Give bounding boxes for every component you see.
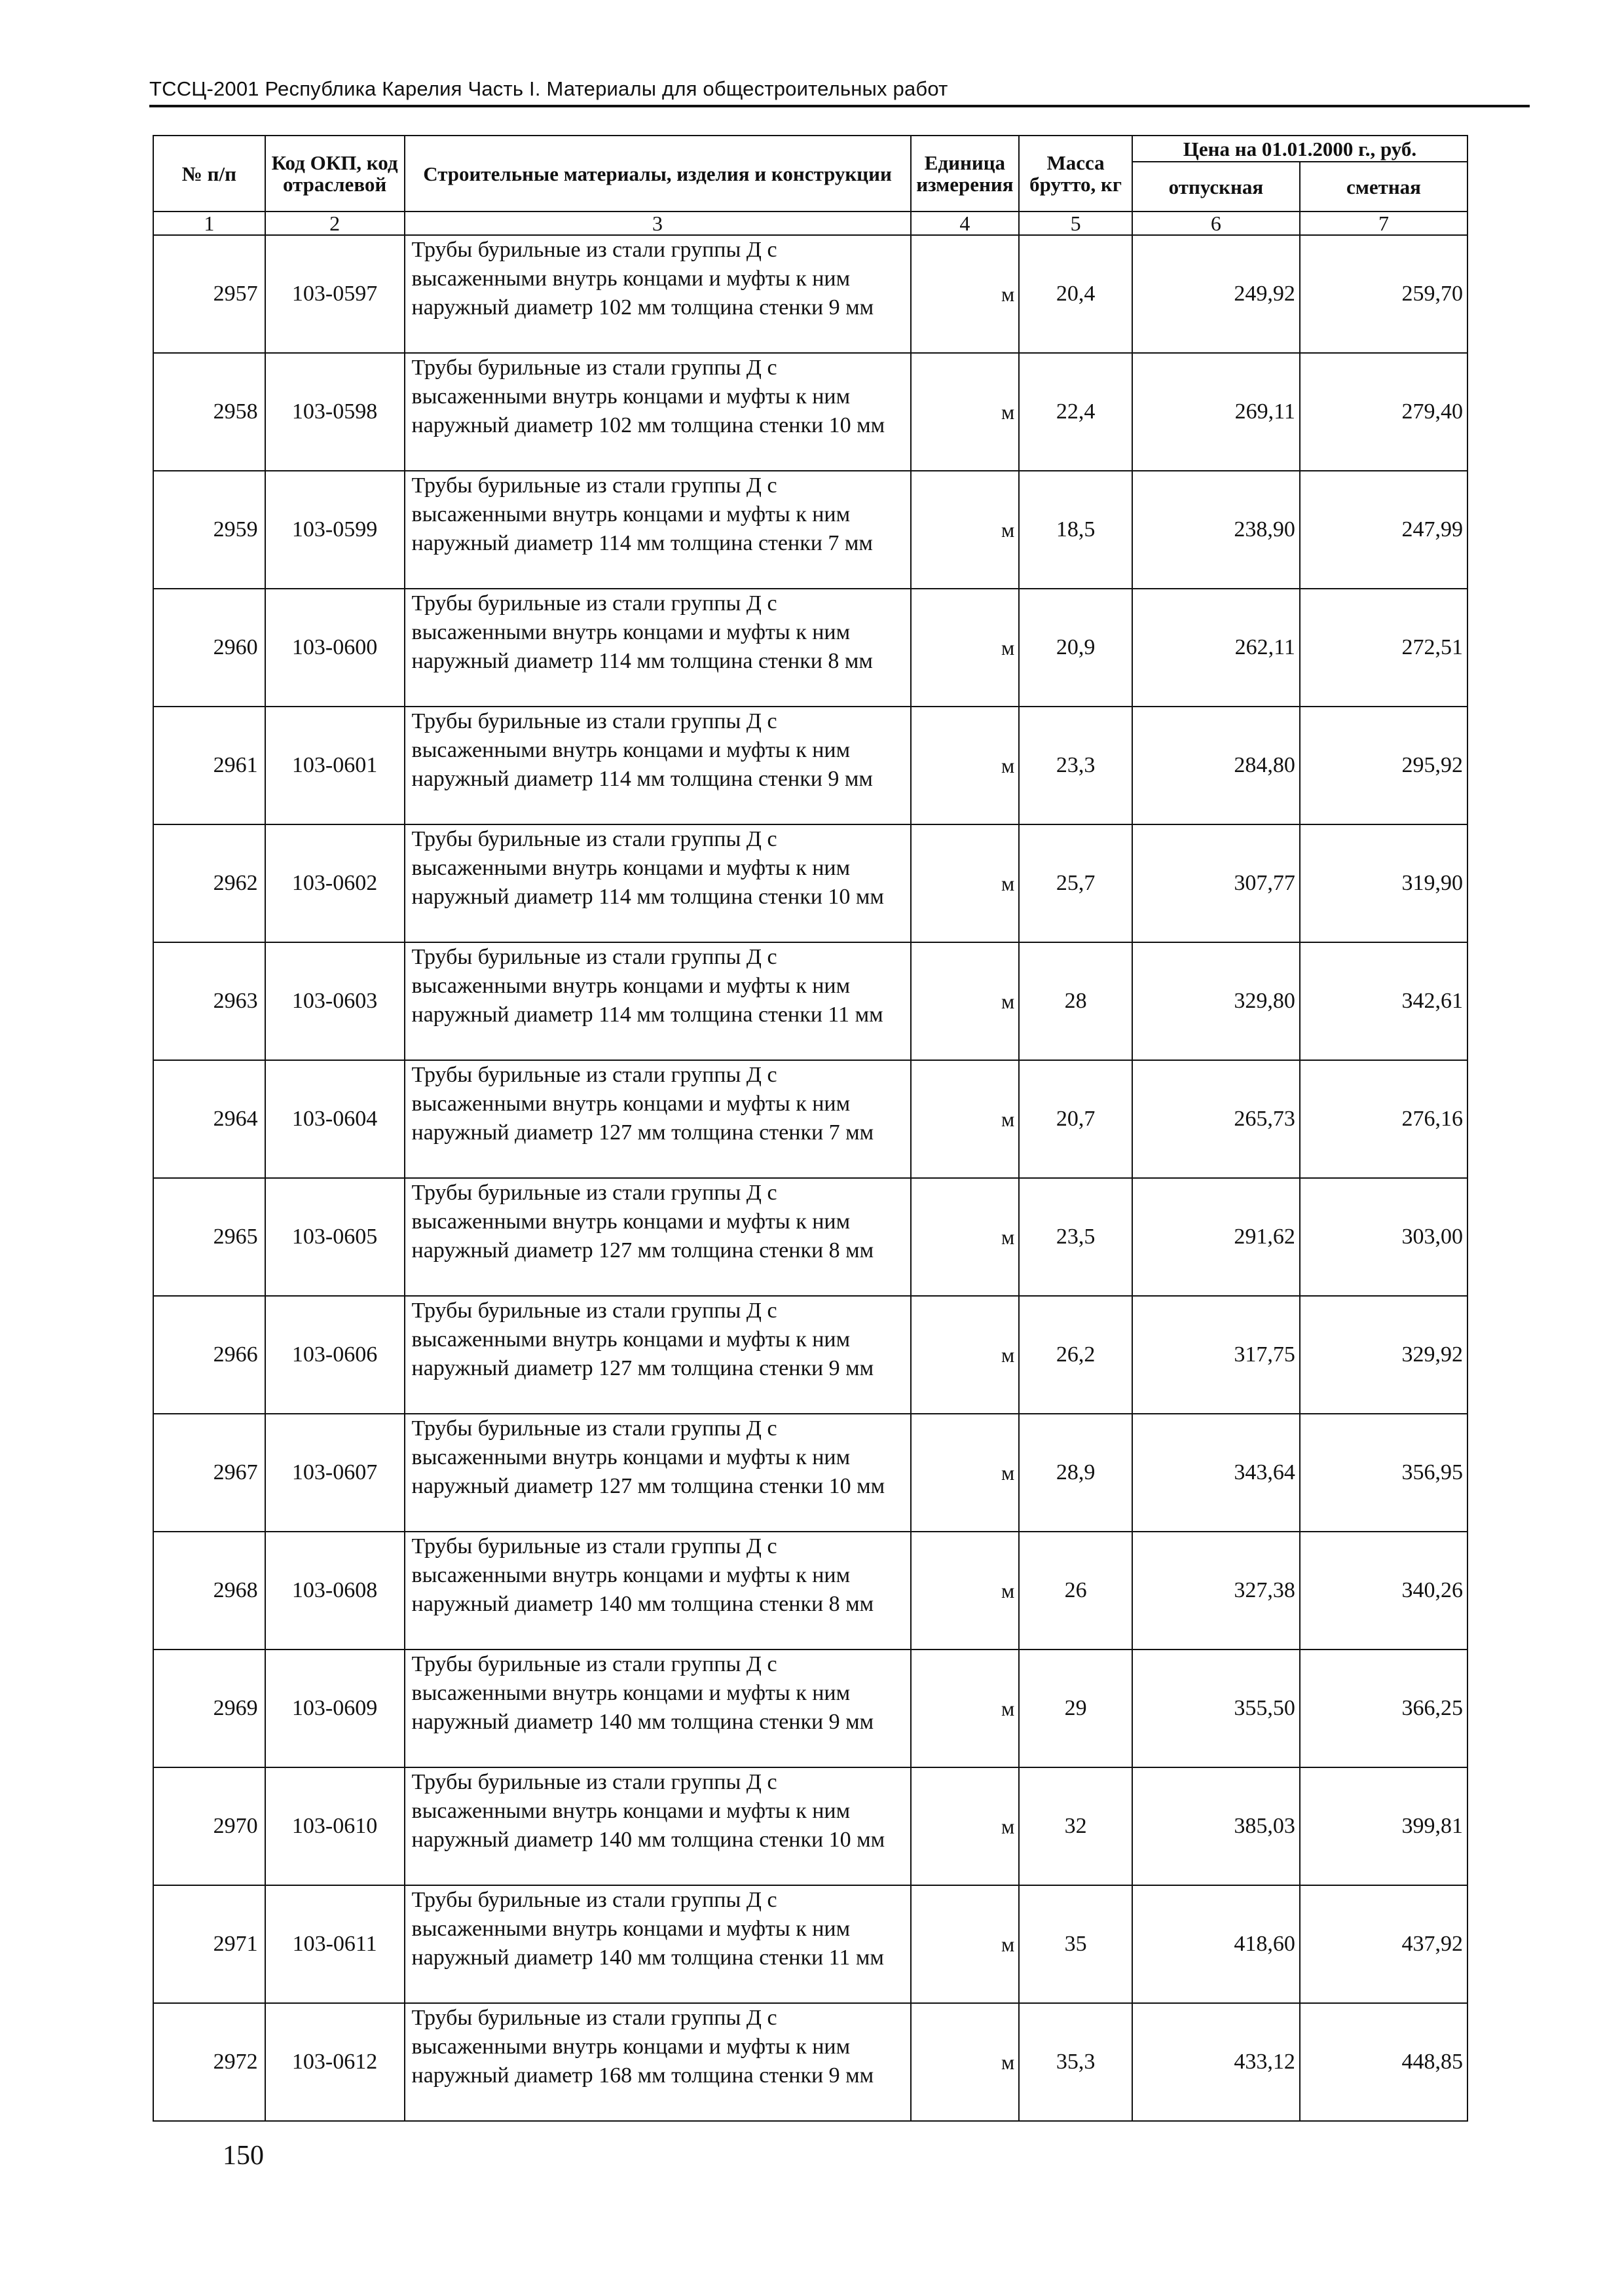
row-price-estimate: 295,92: [1300, 707, 1467, 824]
row-description: Трубы бурильные из стали группы Д с высаженными внутрь концами и муфты к ним наружный диаметр 114 мм толщина стенки 7 мм: [405, 471, 911, 589]
table-row: [153, 1885, 1467, 2003]
row-price-estimate: 272,51: [1300, 589, 1467, 707]
table-row: [153, 235, 1467, 353]
header-name: Строительные материалы, изделия и конструкции: [405, 136, 911, 212]
row-unit: м: [911, 471, 1020, 589]
row-number: 2970: [153, 1767, 265, 1885]
row-number: 2961: [153, 707, 265, 824]
page-number: 150: [223, 2141, 264, 2171]
row-description: Трубы бурильные из стали группы Д с высаженными внутрь концами и муфты к ним наружный диаметр 127 мм толщина стенки 8 мм: [405, 1178, 911, 1296]
table-row: [153, 942, 1467, 1060]
header-divider: [149, 105, 1530, 107]
row-unit: м: [911, 1296, 1020, 1414]
header-price-release: отпускная: [1132, 162, 1300, 212]
row-price-estimate: 319,90: [1300, 824, 1467, 942]
table-row: [153, 1060, 1467, 1178]
row-mass: 25,7: [1019, 824, 1132, 942]
row-code: 103-0603: [265, 942, 405, 1060]
row-description: Трубы бурильные из стали группы Д с высаженными внутрь концами и муфты к ним наружный диаметр 140 мм толщина стенки 9 мм: [405, 1650, 911, 1767]
row-number: 2968: [153, 1532, 265, 1650]
row-description: Трубы бурильные из стали группы Д с высаженными внутрь концами и муфты к ним наружный диаметр 114 мм толщина стенки 8 мм: [405, 589, 911, 707]
table-row: [153, 1650, 1467, 1767]
header-unit: Единица измерения: [911, 136, 1020, 212]
row-number: 2957: [153, 235, 265, 353]
column-number: 4: [911, 212, 1020, 235]
table-row: [153, 353, 1467, 471]
row-description: Трубы бурильные из стали группы Д с высаженными внутрь концами и муфты к ним наружный диаметр 140 мм толщина стенки 11 мм: [405, 1885, 911, 2003]
row-code: 103-0612: [265, 2003, 405, 2121]
row-description: Трубы бурильные из стали группы Д с высаженными внутрь концами и муфты к ним наружный диаметр 114 мм толщина стенки 10 мм: [405, 824, 911, 942]
row-number: 2967: [153, 1414, 265, 1532]
row-unit: м: [911, 1178, 1020, 1296]
row-price-release: 307,77: [1132, 824, 1300, 942]
row-unit: м: [911, 1767, 1020, 1885]
table-row: [153, 2003, 1467, 2121]
row-price-estimate: 329,92: [1300, 1296, 1467, 1414]
row-mass: 23,5: [1019, 1178, 1132, 1296]
row-mass: 35: [1019, 1885, 1132, 2003]
row-price-release: 265,73: [1132, 1060, 1300, 1178]
row-mass: 28,9: [1019, 1414, 1132, 1532]
row-price-estimate: 276,16: [1300, 1060, 1467, 1178]
row-price-release: 284,80: [1132, 707, 1300, 824]
row-price-estimate: 259,70: [1300, 235, 1467, 353]
row-description: Трубы бурильные из стали группы Д с высаженными внутрь концами и муфты к ним наружный диаметр 168 мм толщина стенки 9 мм: [405, 2003, 911, 2121]
row-description: Трубы бурильные из стали группы Д с высаженными внутрь концами и муфты к ним наружный диаметр 102 мм толщина стенки 9 мм: [405, 235, 911, 353]
row-mass: 29: [1019, 1650, 1132, 1767]
row-unit: м: [911, 1650, 1020, 1767]
column-number: 7: [1300, 212, 1467, 235]
row-mass: 28: [1019, 942, 1132, 1060]
row-description: Трубы бурильные из стали группы Д с высаженными внутрь концами и муфты к ним наружный диаметр 127 мм толщина стенки 7 мм: [405, 1060, 911, 1178]
header-no: № п/п: [153, 136, 265, 212]
row-number: 2972: [153, 2003, 265, 2121]
row-price-estimate: 448,85: [1300, 2003, 1467, 2121]
row-code: 103-0599: [265, 471, 405, 589]
row-number: 2958: [153, 353, 265, 471]
row-description: Трубы бурильные из стали группы Д с высаженными внутрь концами и муфты к ним наружный диаметр 127 мм толщина стенки 9 мм: [405, 1296, 911, 1414]
row-mass: 18,5: [1019, 471, 1132, 589]
header-code: Код ОКП, код отраслевой: [265, 136, 405, 212]
header-price-estimate: сметная: [1300, 162, 1467, 212]
row-code: 103-0606: [265, 1296, 405, 1414]
row-price-release: 249,92: [1132, 235, 1300, 353]
column-number: 5: [1019, 212, 1132, 235]
row-code: 103-0600: [265, 589, 405, 707]
row-code: 103-0608: [265, 1532, 405, 1650]
row-price-estimate: 340,26: [1300, 1532, 1467, 1650]
row-mass: 23,3: [1019, 707, 1132, 824]
row-price-release: 418,60: [1132, 1885, 1300, 2003]
row-number: 2971: [153, 1885, 265, 2003]
row-number: 2959: [153, 471, 265, 589]
row-code: 103-0605: [265, 1178, 405, 1296]
row-mass: 20,9: [1019, 589, 1132, 707]
row-description: Трубы бурильные из стали группы Д с высаженными внутрь концами и муфты к ним наружный диаметр 114 мм толщина стенки 11 мм: [405, 942, 911, 1060]
row-price-estimate: 247,99: [1300, 471, 1467, 589]
row-price-release: 433,12: [1132, 2003, 1300, 2121]
table-row: [153, 1767, 1467, 1885]
row-code: 103-0609: [265, 1650, 405, 1767]
row-number: 2965: [153, 1178, 265, 1296]
column-number: 6: [1132, 212, 1300, 235]
column-number: 2: [265, 212, 405, 235]
row-code: 103-0604: [265, 1060, 405, 1178]
row-price-release: 291,62: [1132, 1178, 1300, 1296]
row-price-release: 262,11: [1132, 589, 1300, 707]
row-number: 2964: [153, 1060, 265, 1178]
table-row: [153, 707, 1467, 824]
row-unit: м: [911, 2003, 1020, 2121]
row-code: 103-0597: [265, 235, 405, 353]
header-mass: Масса брутто, кг: [1019, 136, 1132, 212]
row-unit: м: [911, 235, 1020, 353]
row-mass: 20,7: [1019, 1060, 1132, 1178]
row-mass: 26,2: [1019, 1296, 1132, 1414]
row-price-release: 355,50: [1132, 1650, 1300, 1767]
row-price-estimate: 279,40: [1300, 353, 1467, 471]
table-row: [153, 471, 1467, 589]
row-description: Трубы бурильные из стали группы Д с высаженными внутрь концами и муфты к ним наружный диаметр 140 мм толщина стенки 10 мм: [405, 1767, 911, 1885]
row-unit: м: [911, 589, 1020, 707]
row-unit: м: [911, 1532, 1020, 1650]
row-unit: м: [911, 1414, 1020, 1532]
row-price-release: 343,64: [1132, 1414, 1300, 1532]
row-price-estimate: 303,00: [1300, 1178, 1467, 1296]
row-description: Трубы бурильные из стали группы Д с высаженными внутрь концами и муфты к ним наружный диаметр 114 мм толщина стенки 9 мм: [405, 707, 911, 824]
table-row: [153, 1532, 1467, 1650]
row-number: 2963: [153, 942, 265, 1060]
row-mass: 35,3: [1019, 2003, 1132, 2121]
column-number-row: [153, 212, 1467, 235]
row-price-release: 269,11: [1132, 353, 1300, 471]
row-unit: м: [911, 942, 1020, 1060]
row-price-estimate: 342,61: [1300, 942, 1467, 1060]
row-price-release: 327,38: [1132, 1532, 1300, 1650]
table-row: [153, 589, 1467, 707]
row-price-estimate: 437,92: [1300, 1885, 1467, 2003]
row-code: 103-0602: [265, 824, 405, 942]
row-description: Трубы бурильные из стали группы Д с высаженными внутрь концами и муфты к ним наружный диаметр 102 мм толщина стенки 10 мм: [405, 353, 911, 471]
materials-table: [153, 135, 1468, 2122]
row-description: Трубы бурильные из стали группы Д с высаженными внутрь концами и муфты к ним наружный диаметр 140 мм толщина стенки 8 мм: [405, 1532, 911, 1650]
document-header: ТССЦ-2001 Республика Карелия Часть I. Материалы для общестроительных работ: [149, 77, 948, 100]
row-price-estimate: 366,25: [1300, 1650, 1467, 1767]
row-price-release: 329,80: [1132, 942, 1300, 1060]
row-unit: м: [911, 707, 1020, 824]
row-unit: м: [911, 353, 1020, 471]
row-number: 2966: [153, 1296, 265, 1414]
row-mass: 20,4: [1019, 235, 1132, 353]
row-unit: м: [911, 1885, 1020, 2003]
row-number: 2962: [153, 824, 265, 942]
row-code: 103-0611: [265, 1885, 405, 2003]
row-unit: м: [911, 1060, 1020, 1178]
row-number: 2969: [153, 1650, 265, 1767]
table-row: [153, 1296, 1467, 1414]
row-price-release: 317,75: [1132, 1296, 1300, 1414]
row-price-release: 238,90: [1132, 471, 1300, 589]
table-row: [153, 1414, 1467, 1532]
table-row: [153, 824, 1467, 942]
row-code: 103-0598: [265, 353, 405, 471]
row-price-release: 385,03: [1132, 1767, 1300, 1885]
table-row: [153, 1178, 1467, 1296]
row-number: 2960: [153, 589, 265, 707]
row-description: Трубы бурильные из стали группы Д с высаженными внутрь концами и муфты к ним наружный диаметр 127 мм толщина стенки 10 мм: [405, 1414, 911, 1532]
row-mass: 32: [1019, 1767, 1132, 1885]
row-price-estimate: 356,95: [1300, 1414, 1467, 1532]
row-code: 103-0607: [265, 1414, 405, 1532]
row-unit: м: [911, 824, 1020, 942]
row-mass: 22,4: [1019, 353, 1132, 471]
header-price-group: Цена на 01.01.2000 г., руб.: [1132, 136, 1467, 162]
column-number: 3: [405, 212, 911, 235]
row-price-estimate: 399,81: [1300, 1767, 1467, 1885]
row-code: 103-0610: [265, 1767, 405, 1885]
row-mass: 26: [1019, 1532, 1132, 1650]
row-code: 103-0601: [265, 707, 405, 824]
column-number: 1: [153, 212, 265, 235]
